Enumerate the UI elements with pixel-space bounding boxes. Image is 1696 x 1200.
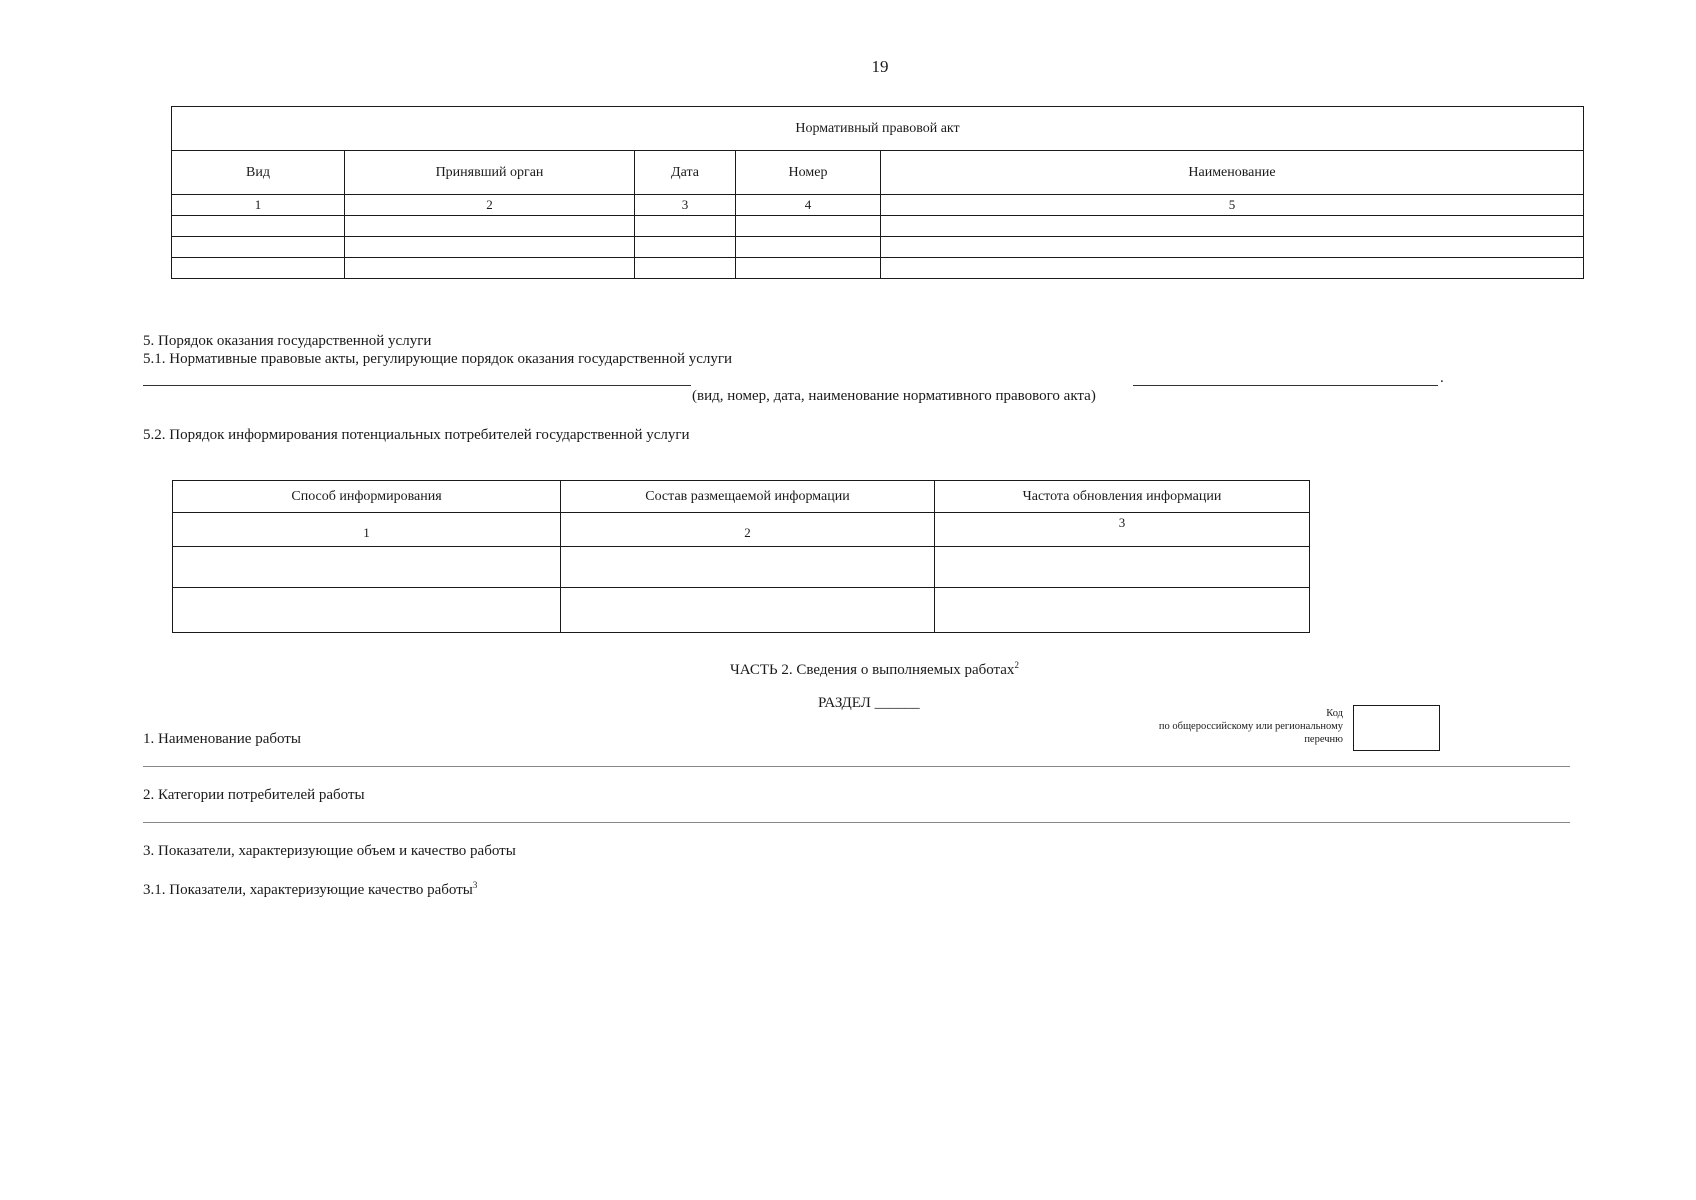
column-number: 3 — [635, 195, 736, 216]
item-quality-indicators — [143, 880, 477, 899]
item-work-name: 1. Наименование работы — [143, 731, 301, 747]
table-cell[interactable] — [345, 258, 635, 279]
column-header-date: Дата — [635, 151, 736, 195]
column-header-number: Номер — [736, 151, 881, 195]
fill-line-right[interactable] — [1133, 385, 1438, 386]
column-number: 3 — [935, 513, 1310, 547]
item-consumer-categories: 2. Категории потребителей работы — [143, 787, 365, 803]
table-cell[interactable] — [172, 237, 345, 258]
table-cell[interactable] — [172, 258, 345, 279]
table-cell[interactable] — [635, 216, 736, 237]
column-header-vid: Вид — [172, 151, 345, 195]
table-cell[interactable] — [736, 237, 881, 258]
table-cell[interactable] — [173, 588, 561, 633]
table-cell[interactable] — [345, 237, 635, 258]
part2-title — [730, 660, 1019, 679]
code-label-line: Код — [1326, 708, 1343, 719]
table-cell[interactable] — [172, 216, 345, 237]
razdel-label: РАЗДЕЛ ______ — [818, 695, 920, 711]
column-number: 2 — [345, 195, 635, 216]
section5-2-heading: 5.2. Порядок информирования потенциальных потребителей государственной услуги — [143, 427, 690, 443]
part2-title-text: ЧАСТЬ 2. Сведения о выполняемых работах — [730, 662, 1015, 678]
item-indicators: 3. Показатели, характеризующие объем и качество работы — [143, 843, 516, 859]
column-header-content: Состав размещаемой информации — [561, 481, 935, 513]
consumer-categories-line[interactable] — [143, 822, 1570, 823]
column-header-method: Способ информирования — [173, 481, 561, 513]
table-row — [173, 588, 1310, 633]
page-number: 19 — [871, 57, 889, 76]
column-number: 5 — [881, 195, 1584, 216]
table-cell[interactable] — [561, 588, 935, 633]
section5-heading: 5. Порядок оказания государственной услуги — [143, 333, 432, 349]
code-input-box[interactable] — [1353, 705, 1440, 751]
code-label-line: по общероссийскому или региональному — [1158, 721, 1343, 732]
table-cell[interactable] — [935, 588, 1310, 633]
table-row — [172, 258, 1584, 279]
table-cell[interactable] — [935, 547, 1310, 588]
table-cell[interactable] — [173, 547, 561, 588]
column-number: 1 — [173, 513, 561, 547]
table-row — [172, 237, 1584, 258]
table-cell[interactable] — [561, 547, 935, 588]
work-name-line[interactable] — [143, 766, 1570, 767]
table-row — [172, 216, 1584, 237]
column-header-name: Наименование — [881, 151, 1584, 195]
section5-1-heading: 5.1. Нормативные правовые акты, регулирующие порядок оказания государственной услуги — [143, 351, 733, 367]
code-label-line: перечню — [1304, 734, 1343, 745]
code-label — [1083, 707, 1343, 746]
table-cell[interactable] — [345, 216, 635, 237]
table-cell[interactable] — [736, 216, 881, 237]
table-cell[interactable] — [881, 216, 1584, 237]
column-number: 2 — [561, 513, 935, 547]
fill-line-left[interactable] — [143, 385, 691, 386]
column-number: 4 — [736, 195, 881, 216]
column-header-frequency: Частота обновления информации — [935, 481, 1310, 513]
table-cell[interactable] — [881, 258, 1584, 279]
table-title: Нормативный правовой акт — [172, 107, 1584, 151]
table-cell[interactable] — [881, 237, 1584, 258]
quality-indicators-text: 3.1. Показатели, характеризующие качество работы — [143, 882, 473, 898]
table-row — [173, 547, 1310, 588]
informing-table — [172, 480, 1310, 633]
footnote-mark: 3 — [472, 880, 478, 890]
fill-line-end: . — [1440, 370, 1444, 386]
column-number: 1 — [172, 195, 345, 216]
fill-caption: (вид, номер, дата, наименование нормативного правового акта) — [692, 388, 1096, 404]
normative-act-table — [171, 106, 1584, 279]
footnote-mark: 2 — [1014, 660, 1019, 670]
column-header-organ: Принявший орган — [345, 151, 635, 195]
table-cell[interactable] — [736, 258, 881, 279]
table-cell[interactable] — [635, 237, 736, 258]
table-cell[interactable] — [635, 258, 736, 279]
